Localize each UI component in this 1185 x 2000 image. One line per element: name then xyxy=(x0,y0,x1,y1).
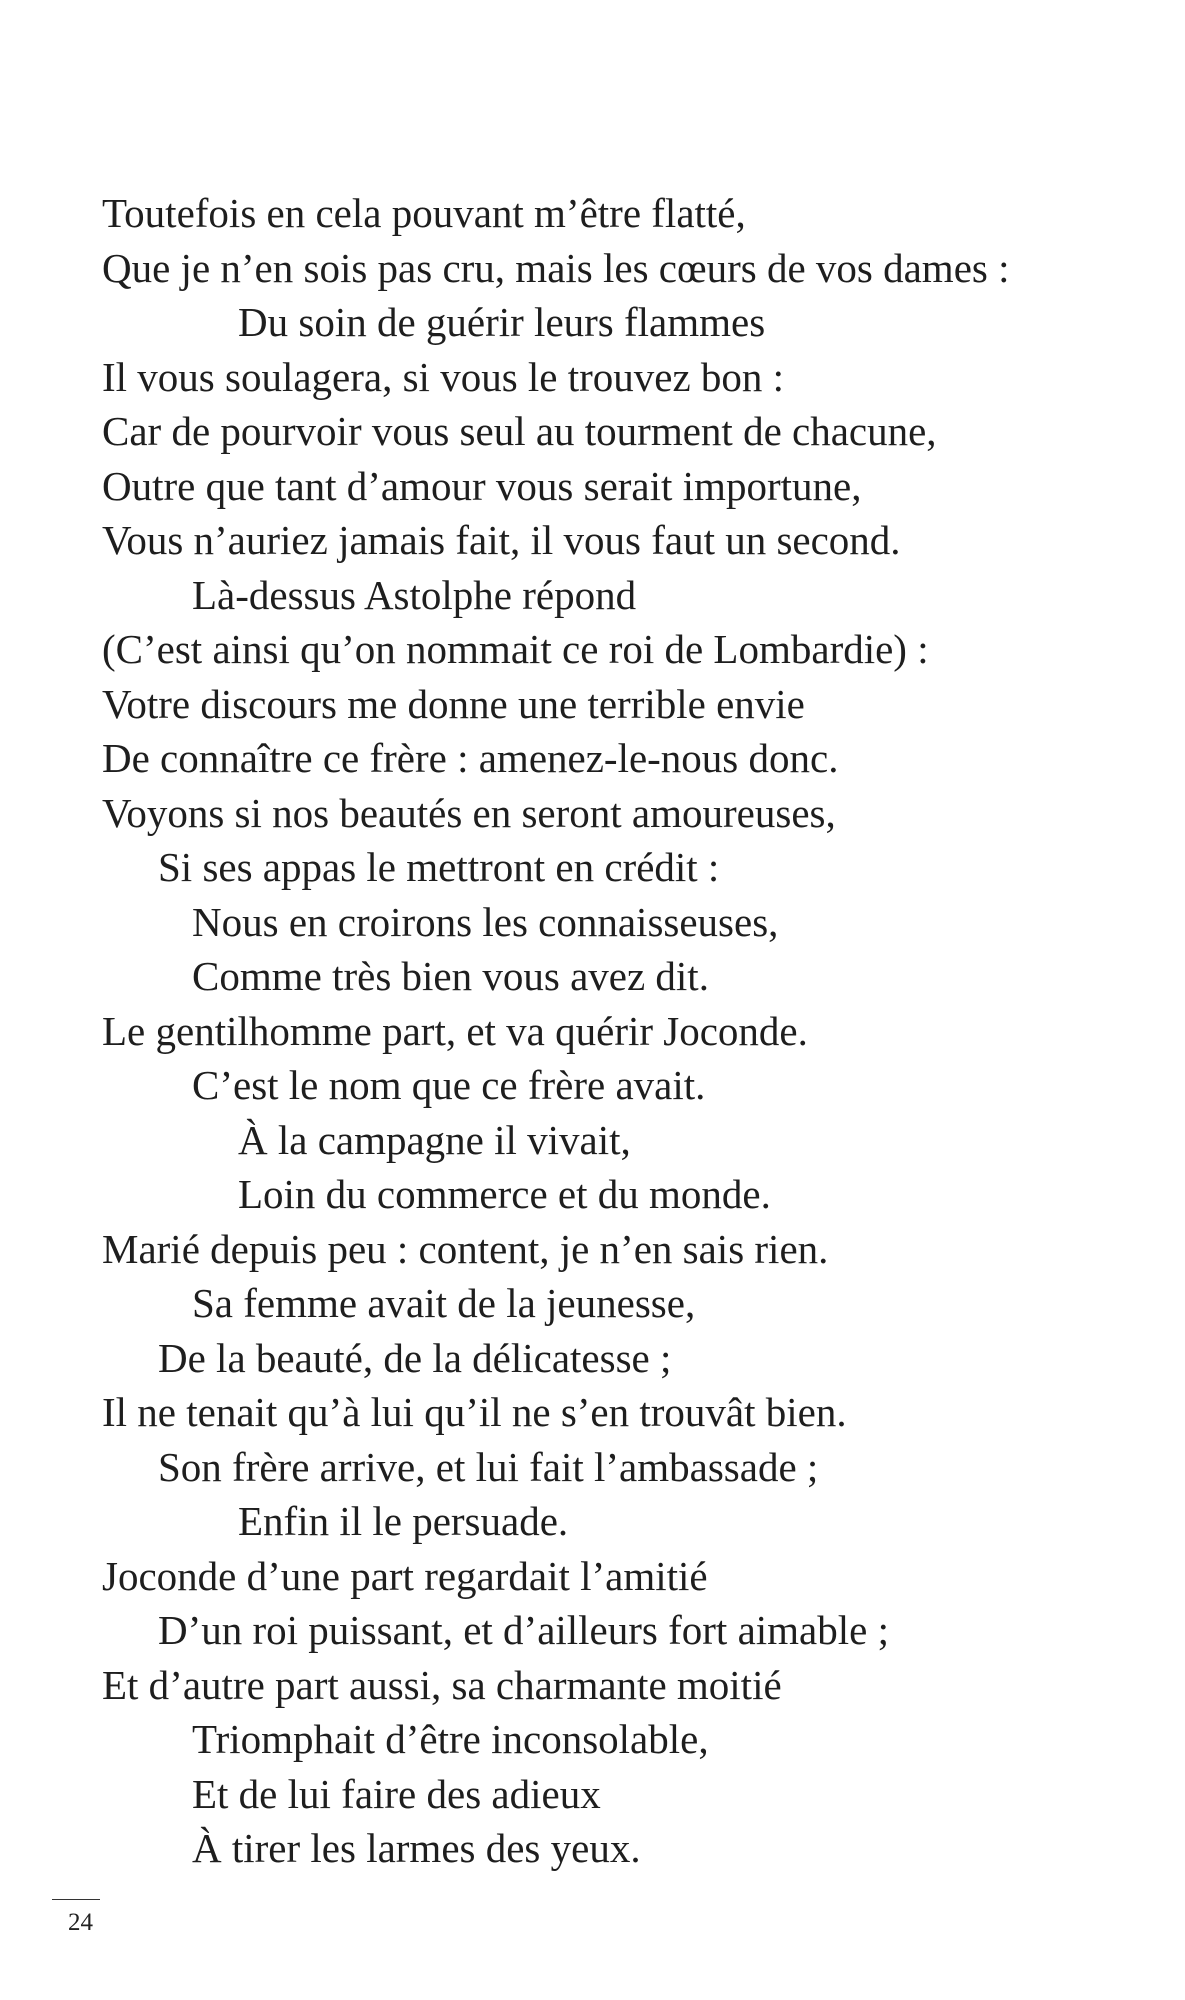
verse-line: Vous n’auriez jamais fait, il vous faut un second. xyxy=(102,517,901,563)
verse-line: À tirer les larmes des yeux. xyxy=(192,1825,641,1871)
verse-line: De la beauté, de la délicatesse ; xyxy=(158,1334,672,1381)
verse-line: Outre que tant d’amour vous serait importune, xyxy=(102,462,862,509)
page-number: 24 xyxy=(68,1909,93,1936)
verse-line: À la campagne il vivait, xyxy=(238,1116,631,1163)
verse-line: Voyons si nos beautés en seront amoureuses, xyxy=(102,789,836,836)
verse-line: Son frère arrive, et lui fait l’ambassade ; xyxy=(158,1443,819,1490)
verse-line: Là-dessus Astolphe répond xyxy=(192,571,637,618)
verse-line: Loin du commerce et du monde. xyxy=(238,1171,771,1217)
verse-line: Car de pourvoir vous seul au tourment de chacune, xyxy=(102,408,937,454)
verse-line: C’est le nom que ce frère avait. xyxy=(192,1062,706,1108)
verse-line: De connaître ce frère : amenez-le-nous donc. xyxy=(102,735,839,781)
verse-line: Marié depuis peu : content, je n’en sais rien. xyxy=(102,1225,829,1272)
verse-line: (C’est ainsi qu’on nommait ce roi de Lombardie) : xyxy=(102,626,929,672)
verse-line: Nous en croirons les connaisseuses, xyxy=(192,898,779,945)
verse-line: Toutefois en cela pouvant m’être flatté, xyxy=(102,190,746,236)
verse-line: Joconde d’une part regardait l’amitié xyxy=(102,1552,708,1599)
verse-line: Si ses appas le mettront en crédit : xyxy=(158,844,720,890)
verse-line: Sa femme avait de la jeunesse, xyxy=(192,1280,696,1326)
verse-line: Et d’autre part aussi, sa charmante moitié xyxy=(102,1661,782,1708)
verse-line: Il ne tenait qu’à lui qu’il ne s’en trouvât bien. xyxy=(102,1389,847,1435)
verse-line: Triomphait d’être inconsolable, xyxy=(192,1716,709,1762)
verse-line: Comme très bien vous avez dit. xyxy=(192,953,709,999)
page-number-rule xyxy=(52,1899,100,1900)
verse-line: D’un roi puissant, et d’ailleurs fort aimable ; xyxy=(158,1607,889,1653)
verse-line: Votre discours me donne une terrible envie xyxy=(102,680,805,727)
verse-line: Et de lui faire des adieux xyxy=(192,1770,601,1817)
verse-line: Du soin de guérir leurs flammes xyxy=(238,299,766,345)
poem-text xyxy=(102,186,1152,1876)
verse-line: Le gentilhomme part, et va quérir Joconde. xyxy=(102,1007,808,1054)
verse-line: Il vous soulagera, si vous le trouvez bon : xyxy=(102,353,785,400)
verse-line: Enfin il le persuade. xyxy=(238,1498,569,1544)
verse-line: Que je n’en sois pas cru, mais les cœurs de vos dames : xyxy=(102,244,1010,291)
